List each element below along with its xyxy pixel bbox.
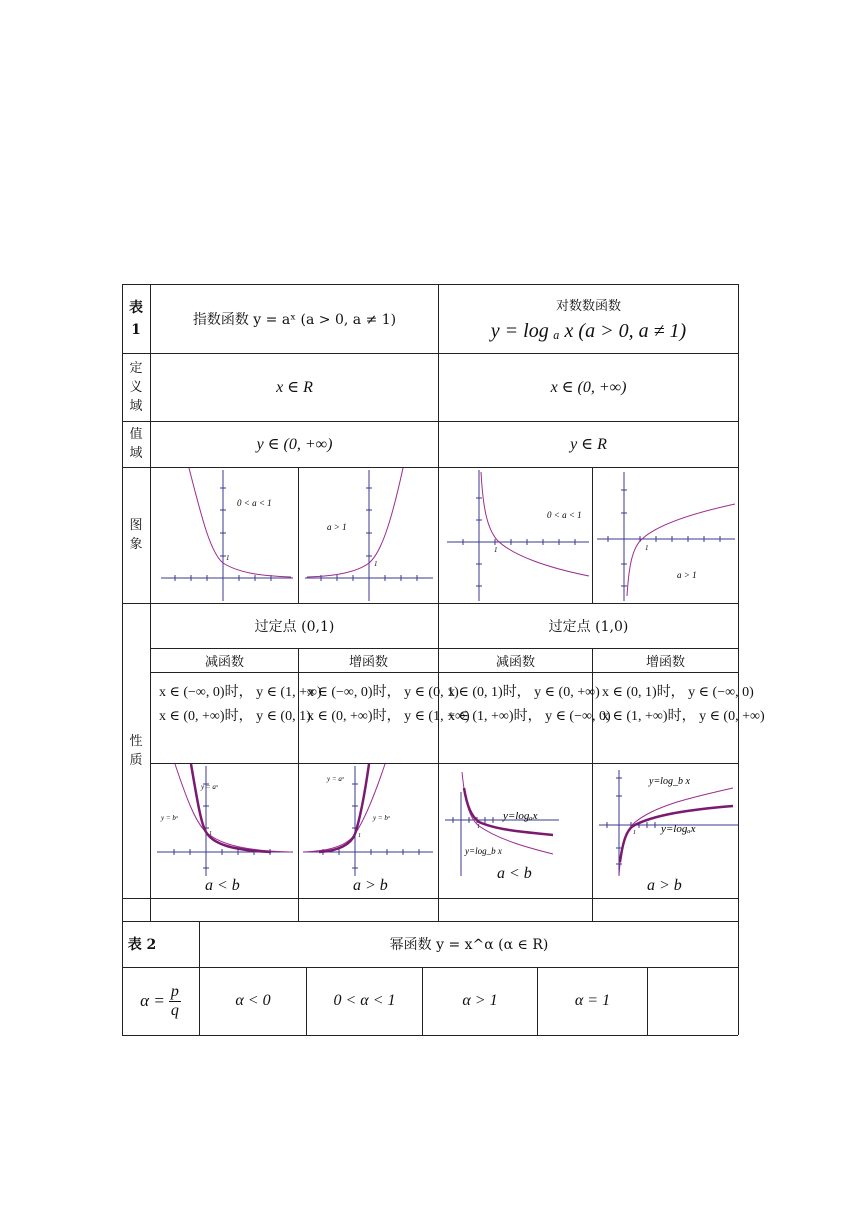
exp-increasing-graph — [299, 468, 438, 603]
exp-inc-label: a > 1 — [327, 522, 347, 532]
monotonic-log-inc: 增函数 — [645, 654, 685, 670]
case-alpha-between: 0 < α < 1 — [333, 992, 396, 1009]
caption: a > b — [353, 877, 388, 894]
log-header-formula: y = log ₐ x (a > 0, a ≠ 1) — [490, 319, 687, 342]
one-label: 1 — [645, 544, 649, 552]
range-label-text: 值域 — [129, 427, 143, 461]
curve-b — [303, 764, 385, 852]
compare-log-dec — [439, 764, 592, 898]
log-increasing-curve — [627, 504, 735, 596]
graph-label-text: 图象 — [129, 518, 143, 552]
case-alpha-greater: α > 1 — [462, 992, 498, 1009]
caption: a > b — [647, 877, 682, 894]
compare-log-inc — [593, 764, 738, 898]
one-label: 1 — [226, 554, 230, 562]
table-2 — [122, 921, 738, 1035]
log-fixed-point: 过定点 (1,0) — [548, 618, 629, 635]
log-domain: x ∈ (0, +∞) — [550, 379, 627, 396]
one-label: 1 — [494, 546, 498, 554]
monotonic-exp-dec: 减函数 — [204, 654, 244, 670]
alpha-denominator: q — [170, 1001, 179, 1019]
one-label: 1 — [209, 831, 212, 837]
prop-line: x ∈ (0, +∞)时， y ∈ (0, 1) — [159, 709, 311, 724]
log-decreasing-graph — [439, 468, 592, 603]
log-function-header — [439, 284, 738, 353]
exp-decreasing-graph — [151, 468, 298, 603]
label-a: y=logₐx — [503, 810, 538, 822]
prop-line: x ∈ (−∞, 0)时， y ∈ (1, +∞) — [159, 685, 322, 700]
case-alpha-one: α = 1 — [574, 992, 611, 1009]
prop-line: x ∈ (−∞, 0)时， y ∈ (0, 1) — [307, 685, 459, 700]
case-alpha-negative: α < 0 — [235, 992, 271, 1009]
range-label — [122, 421, 150, 467]
log-range: y ∈ R — [570, 436, 607, 453]
one-label: 1 — [477, 824, 480, 830]
graph-label — [122, 467, 150, 603]
exp-fixed-point: 过定点 (0,1) — [254, 618, 335, 635]
domain-label — [122, 353, 150, 421]
table2-corner-label: 表 2 — [127, 937, 157, 953]
prop-exp-inc — [307, 681, 470, 729]
one-label: 1 — [633, 830, 636, 836]
prop-exp-dec — [159, 681, 322, 729]
log-dec-label: 0 < a < 1 — [547, 510, 582, 520]
prop-line: x ∈ (0, +∞)时， y ∈ (1, +∞) — [307, 709, 470, 724]
label-b: y = bˣ — [373, 814, 390, 822]
one-label: 1 — [358, 833, 361, 839]
label-a: y = aˣ — [327, 775, 344, 783]
log-increasing-graph — [593, 468, 738, 603]
table1-corner-label: 表1 — [129, 300, 143, 338]
exp-header-text: 指数函数 y = aˣ (a > 0, a ≠ 1) — [192, 311, 397, 328]
label-b: y = bˣ — [161, 814, 178, 822]
label-a: y = aˣ — [201, 783, 218, 791]
caption: a < b — [497, 865, 532, 882]
case-empty — [648, 967, 738, 1035]
exp-dec-label: 0 < a < 1 — [237, 498, 272, 508]
exp-function-header — [151, 284, 438, 353]
label-b: y=log_b x — [649, 776, 690, 787]
caption: a < b — [205, 877, 240, 894]
exp-range: y ∈ (0, +∞) — [256, 436, 333, 453]
prop-line: x ∈ (1, +∞)时， y ∈ (0, +∞) — [602, 709, 765, 724]
label-a: y=logₐx — [661, 823, 696, 835]
monotonic-log-dec: 减函数 — [495, 654, 535, 670]
one-label: 1 — [374, 560, 378, 568]
compare-exp-inc — [299, 764, 438, 898]
curve-a — [191, 764, 271, 852]
property-label — [122, 603, 150, 898]
label-b: y=log_b x — [465, 846, 502, 856]
exp-increasing-curve — [307, 468, 403, 577]
exp-decreasing-curve — [189, 468, 291, 577]
log-inc-label: a > 1 — [677, 570, 697, 580]
prop-line: x ∈ (1, +∞)时， y ∈ (−∞, 0) — [448, 709, 611, 724]
table-1 — [122, 284, 765, 921]
prop-log-inc — [602, 681, 765, 729]
alpha-numerator: p — [170, 982, 179, 1000]
alpha-prefix: α = — [140, 991, 165, 1010]
power-function-header: 幂函数 y = x^α (α ∈ R) — [389, 937, 549, 953]
prop-log-dec — [448, 681, 611, 729]
compare-exp-dec — [151, 764, 298, 898]
alpha-fraction — [169, 983, 181, 1020]
prop-line: x ∈ (0, 1)时， y ∈ (−∞, 0) — [602, 685, 754, 700]
log-header-title: 对数数函数 — [555, 298, 621, 314]
exp-domain: x ∈ R — [276, 379, 313, 396]
property-label-text: 性质 — [129, 733, 143, 768]
log-decreasing-curve — [481, 472, 589, 576]
alpha-definition — [122, 967, 199, 1035]
domain-label-text: 定义域 — [129, 360, 143, 414]
monotonic-exp-inc: 增函数 — [348, 654, 388, 670]
prop-line: x ∈ (0, 1)时， y ∈ (0, +∞) — [448, 685, 600, 700]
